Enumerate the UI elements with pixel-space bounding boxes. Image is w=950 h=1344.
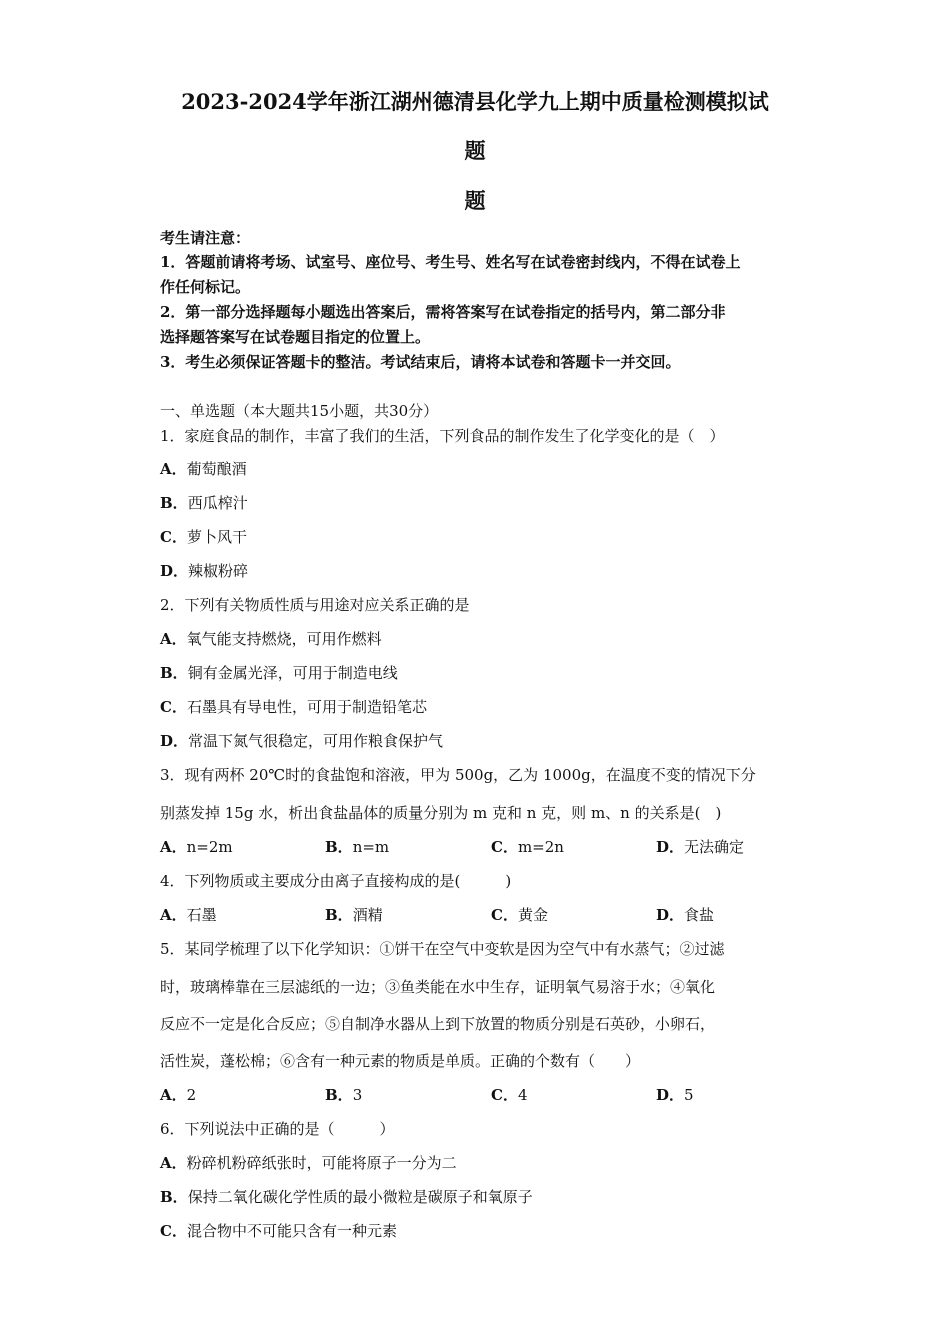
question-stem: 2．下列有关物质性质与用途对应关系正确的是 <box>160 596 470 614</box>
option-a <box>160 1084 196 1106</box>
option-text: 保持二氧化碳化学性质的最小微粒是碳原子和氧原子 <box>187 1188 533 1206</box>
option-letter: A． <box>160 838 187 856</box>
option-d <box>160 730 443 752</box>
option-c <box>491 1084 528 1106</box>
option-a <box>160 904 217 926</box>
option-text: 常温下氮气很稳定，可用作粮食保护气 <box>188 732 444 750</box>
option-c <box>160 1220 397 1242</box>
notice-line: 3．考生必须保证答题卡的整洁。考试结束后，请将本试卷和答题卡一并交回。 <box>160 353 681 371</box>
option-b <box>325 904 383 926</box>
option-letter: A． <box>160 460 187 478</box>
option-text: 葡萄酿酒 <box>186 460 247 478</box>
option-text: 3 <box>352 1086 363 1104</box>
option-letter: C． <box>491 1086 518 1104</box>
option-text: 混合物中不可能只含有一种元素 <box>186 1222 397 1240</box>
option-letter: C． <box>160 1222 187 1240</box>
option-letter: B． <box>325 1086 353 1104</box>
option-text: m=2n <box>517 838 564 856</box>
option-letter: B． <box>160 494 188 512</box>
question-stem: 6．下列说法中正确的是（ ） <box>160 1120 395 1138</box>
option-a <box>160 836 233 858</box>
option-letter: A． <box>160 1086 187 1104</box>
option-letter: D． <box>160 732 189 750</box>
option-d <box>656 904 714 926</box>
option-letter: A． <box>160 1154 187 1172</box>
option-letter: D． <box>656 1086 685 1104</box>
page-title-repeat: 题 <box>464 188 486 213</box>
question-stem: 活性炭，蓬松棉；⑥含有一种元素的物质是单质。正确的个数有（ ） <box>160 1052 641 1070</box>
option-letter: C． <box>160 698 187 716</box>
option-text: 2 <box>186 1086 197 1104</box>
option-d <box>656 1084 694 1106</box>
option-letter: D． <box>656 906 685 924</box>
option-text: 氧气能支持燃烧，可用作燃料 <box>186 630 382 648</box>
option-text: 辣椒粉碎 <box>188 562 249 580</box>
option-letter: B． <box>325 838 353 856</box>
option-d <box>160 560 248 582</box>
option-text: 黄金 <box>517 906 548 924</box>
option-c <box>491 904 548 926</box>
option-text: n=2m <box>186 838 233 856</box>
page-title: 2023-2024学年浙江湖州德清县化学九上期中质量检测模拟试 <box>181 89 769 114</box>
option-text: 粉碎机粉碎纸张时，可能将原子一分为二 <box>186 1154 457 1172</box>
option-letter: D． <box>160 562 189 580</box>
question-stem: 时，玻璃棒靠在三层滤纸的一边；③鱼类能在水中生存，证明氧气易溶于水；④氧化 <box>160 978 716 996</box>
option-a <box>160 628 382 650</box>
option-b <box>160 662 398 684</box>
option-text: 5 <box>684 1086 694 1104</box>
section-heading: 一、单选题（本大题共15小题，共30分） <box>160 402 439 420</box>
option-letter: A． <box>160 906 187 924</box>
notice-line: 作任何标记。 <box>160 278 251 296</box>
option-b <box>160 1186 533 1208</box>
question-stem: 1．家庭食品的制作，丰富了我们的生活，下列食品的制作发生了化学变化的是（ ） <box>160 427 725 445</box>
option-c <box>160 696 427 718</box>
option-letter: B． <box>160 664 188 682</box>
question-stem: 反应不一定是化合反应；⑤自制净水器从上到下放置的物质分别是石英砂，小卵石， <box>160 1015 716 1033</box>
option-letter: D． <box>656 838 685 856</box>
option-c <box>160 526 247 548</box>
option-letter: B． <box>325 906 353 924</box>
question-stem: 5．某同学梳理了以下化学知识：①饼干在空气中变软是因为空气中有水蒸气；②过滤 <box>160 940 725 958</box>
option-text: 铜有金属光泽，可用于制造电线 <box>187 664 398 682</box>
option-text: 西瓜榨汁 <box>187 494 248 512</box>
option-text: 萝卜风干 <box>186 528 247 546</box>
option-c <box>491 836 564 858</box>
option-letter: C． <box>491 906 518 924</box>
notice-heading: 考生请注意： <box>160 229 251 247</box>
notice-line: 1．答题前请将考场、试室号、座位号、考生号、姓名写在试卷密封线内，不得在试卷上 <box>160 253 741 271</box>
notice-line: 2．第一部分选择题每小题选出答案后，需将答案写在试卷指定的括号内，第二部分非 <box>160 303 726 321</box>
page-title-continued: 题 <box>464 138 486 163</box>
option-letter: C． <box>491 838 518 856</box>
option-text: 食盐 <box>684 906 715 924</box>
option-text: 酒精 <box>352 906 383 924</box>
option-b <box>325 1084 362 1106</box>
option-b <box>325 836 389 858</box>
question-stem: 4．下列物质或主要成分由离子直接构成的是( ) <box>160 872 512 890</box>
option-text: 4 <box>517 1086 528 1104</box>
option-a <box>160 458 247 480</box>
notice-line: 选择题答案写在试卷题目指定的位置上。 <box>160 328 431 346</box>
option-text: 无法确定 <box>684 838 745 856</box>
option-text: 石墨具有导电性，可用于制造铅笔芯 <box>186 698 427 716</box>
question-stem: 3．现有两杯 20℃时的食盐饱和溶液，甲为 500g，乙为 1000g，在温度不变的情况下分 <box>160 766 756 784</box>
option-text: n=m <box>352 838 390 856</box>
option-b <box>160 492 248 514</box>
option-letter: B． <box>160 1188 188 1206</box>
option-d <box>656 836 744 858</box>
option-text: 石墨 <box>186 906 217 924</box>
option-letter: C． <box>160 528 187 546</box>
option-a <box>160 1152 457 1174</box>
question-stem: 别蒸发掉 15g 水，析出食盐晶体的质量分别为 m 克和 n 克，则 m、n 的关系是( ) <box>160 804 722 822</box>
option-letter: A． <box>160 630 187 648</box>
